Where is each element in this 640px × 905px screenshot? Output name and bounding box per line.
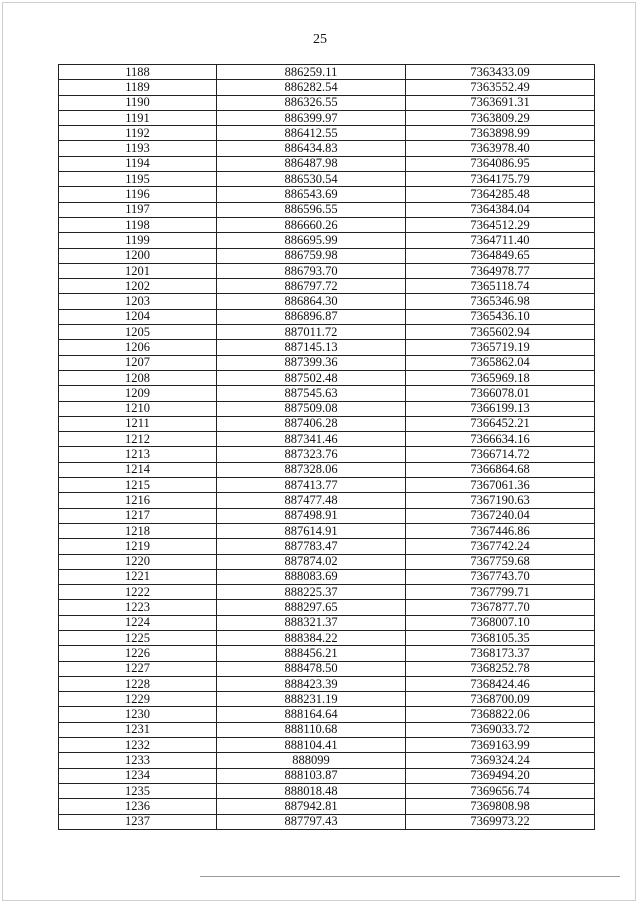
x-coordinate-cell: 888478.50 xyxy=(217,661,406,676)
x-coordinate-cell: 886543.69 xyxy=(217,187,406,202)
y-coordinate-cell: 7365969.18 xyxy=(406,370,595,385)
x-coordinate-cell: 888083.69 xyxy=(217,569,406,584)
y-coordinate-cell: 7369163.99 xyxy=(406,738,595,753)
table-row xyxy=(59,95,595,110)
x-coordinate-cell: 888456.21 xyxy=(217,646,406,661)
table-row xyxy=(59,233,595,248)
table-row xyxy=(59,325,595,340)
y-coordinate-cell: 7364711.40 xyxy=(406,233,595,248)
point-number-cell: 1216 xyxy=(59,493,217,508)
y-coordinate-cell: 7367743.70 xyxy=(406,569,595,584)
x-coordinate-cell: 886596.55 xyxy=(217,202,406,217)
y-coordinate-cell: 7367799.71 xyxy=(406,585,595,600)
point-number-cell: 1214 xyxy=(59,462,217,477)
table-row xyxy=(59,202,595,217)
point-number-cell: 1201 xyxy=(59,263,217,278)
x-coordinate-cell: 886695.99 xyxy=(217,233,406,248)
y-coordinate-cell: 7367446.86 xyxy=(406,523,595,538)
x-coordinate-cell: 886259.11 xyxy=(217,65,406,80)
x-coordinate-cell: 887545.63 xyxy=(217,386,406,401)
point-number-cell: 1217 xyxy=(59,508,217,523)
y-coordinate-cell: 7367061.36 xyxy=(406,478,595,493)
y-coordinate-cell: 7364384.04 xyxy=(406,202,595,217)
table-row xyxy=(59,539,595,554)
x-coordinate-cell: 886412.55 xyxy=(217,126,406,141)
point-number-cell: 1210 xyxy=(59,401,217,416)
table-row xyxy=(59,263,595,278)
point-number-cell: 1220 xyxy=(59,554,217,569)
x-coordinate-cell: 888104.41 xyxy=(217,738,406,753)
table-row xyxy=(59,462,595,477)
point-number-cell: 1196 xyxy=(59,187,217,202)
x-coordinate-cell: 888423.39 xyxy=(217,676,406,691)
y-coordinate-cell: 7363809.29 xyxy=(406,110,595,125)
point-number-cell: 1231 xyxy=(59,722,217,737)
x-coordinate-cell: 888018.48 xyxy=(217,783,406,798)
table-row xyxy=(59,738,595,753)
y-coordinate-cell: 7366199.13 xyxy=(406,401,595,416)
table-row xyxy=(59,814,595,829)
y-coordinate-cell: 7366714.72 xyxy=(406,447,595,462)
x-coordinate-cell: 887874.02 xyxy=(217,554,406,569)
x-coordinate-cell: 887509.08 xyxy=(217,401,406,416)
y-coordinate-cell: 7368173.37 xyxy=(406,646,595,661)
table-row xyxy=(59,753,595,768)
point-number-cell: 1205 xyxy=(59,325,217,340)
y-coordinate-cell: 7369494.20 xyxy=(406,768,595,783)
x-coordinate-cell: 887502.48 xyxy=(217,370,406,385)
point-number-cell: 1198 xyxy=(59,217,217,232)
x-coordinate-cell: 886530.54 xyxy=(217,172,406,187)
x-coordinate-cell: 887145.13 xyxy=(217,340,406,355)
y-coordinate-cell: 7364849.65 xyxy=(406,248,595,263)
x-coordinate-cell: 887942.81 xyxy=(217,799,406,814)
x-coordinate-cell: 888231.19 xyxy=(217,692,406,707)
point-number-cell: 1188 xyxy=(59,65,217,80)
table-row xyxy=(59,432,595,447)
table-row xyxy=(59,493,595,508)
y-coordinate-cell: 7363691.31 xyxy=(406,95,595,110)
point-number-cell: 1225 xyxy=(59,630,217,645)
point-number-cell: 1218 xyxy=(59,523,217,538)
table-row xyxy=(59,523,595,538)
y-coordinate-cell: 7367877.70 xyxy=(406,600,595,615)
point-number-cell: 1207 xyxy=(59,355,217,370)
x-coordinate-cell: 888225.37 xyxy=(217,585,406,600)
point-number-cell: 1197 xyxy=(59,202,217,217)
x-coordinate-cell: 887413.77 xyxy=(217,478,406,493)
x-coordinate-cell: 888384.22 xyxy=(217,630,406,645)
table-row xyxy=(59,416,595,431)
table-row xyxy=(59,447,595,462)
table-row xyxy=(59,370,595,385)
point-number-cell: 1226 xyxy=(59,646,217,661)
x-coordinate-cell: 888297.65 xyxy=(217,600,406,615)
point-number-cell: 1211 xyxy=(59,416,217,431)
y-coordinate-cell: 7363433.09 xyxy=(406,65,595,80)
point-number-cell: 1229 xyxy=(59,692,217,707)
y-coordinate-cell: 7368252.78 xyxy=(406,661,595,676)
x-coordinate-cell: 887783.47 xyxy=(217,539,406,554)
point-number-cell: 1221 xyxy=(59,569,217,584)
y-coordinate-cell: 7367759.68 xyxy=(406,554,595,569)
y-coordinate-cell: 7365346.98 xyxy=(406,294,595,309)
y-coordinate-cell: 7364285.48 xyxy=(406,187,595,202)
table-row xyxy=(59,172,595,187)
table-row xyxy=(59,279,595,294)
y-coordinate-cell: 7364086.95 xyxy=(406,156,595,171)
page-number: 25 xyxy=(313,32,327,47)
y-coordinate-cell: 7366634.16 xyxy=(406,432,595,447)
point-number-cell: 1204 xyxy=(59,309,217,324)
y-coordinate-cell: 7365602.94 xyxy=(406,325,595,340)
table-row xyxy=(59,294,595,309)
x-coordinate-cell: 886759.98 xyxy=(217,248,406,263)
x-coordinate-cell: 886399.97 xyxy=(217,110,406,125)
table-row xyxy=(59,722,595,737)
x-coordinate-cell: 888110.68 xyxy=(217,722,406,737)
point-number-cell: 1202 xyxy=(59,279,217,294)
x-coordinate-cell: 886797.72 xyxy=(217,279,406,294)
point-number-cell: 1194 xyxy=(59,156,217,171)
table-row xyxy=(59,156,595,171)
x-coordinate-cell: 886793.70 xyxy=(217,263,406,278)
point-number-cell: 1230 xyxy=(59,707,217,722)
table-row xyxy=(59,217,595,232)
table-row xyxy=(59,141,595,156)
y-coordinate-cell: 7366864.68 xyxy=(406,462,595,477)
y-coordinate-cell: 7369973.22 xyxy=(406,814,595,829)
x-coordinate-cell: 886434.83 xyxy=(217,141,406,156)
point-number-cell: 1212 xyxy=(59,432,217,447)
point-number-cell: 1213 xyxy=(59,447,217,462)
y-coordinate-cell: 7368105.35 xyxy=(406,630,595,645)
x-coordinate-cell: 886896.87 xyxy=(217,309,406,324)
y-coordinate-cell: 7363978.40 xyxy=(406,141,595,156)
point-number-cell: 1215 xyxy=(59,478,217,493)
x-coordinate-cell: 886487.98 xyxy=(217,156,406,171)
table-row xyxy=(59,799,595,814)
y-coordinate-cell: 7365862.04 xyxy=(406,355,595,370)
x-coordinate-cell: 888164.64 xyxy=(217,707,406,722)
y-coordinate-cell: 7367240.04 xyxy=(406,508,595,523)
table-row xyxy=(59,309,595,324)
point-number-cell: 1222 xyxy=(59,585,217,600)
point-number-cell: 1228 xyxy=(59,676,217,691)
y-coordinate-cell: 7369033.72 xyxy=(406,722,595,737)
point-number-cell: 1232 xyxy=(59,738,217,753)
table-row xyxy=(59,355,595,370)
y-coordinate-cell: 7365436.10 xyxy=(406,309,595,324)
point-number-cell: 1219 xyxy=(59,539,217,554)
point-number-cell: 1234 xyxy=(59,768,217,783)
point-number-cell: 1195 xyxy=(59,172,217,187)
table-row xyxy=(59,676,595,691)
x-coordinate-cell: 886864.30 xyxy=(217,294,406,309)
y-coordinate-cell: 7369808.98 xyxy=(406,799,595,814)
table-row xyxy=(59,554,595,569)
y-coordinate-cell: 7364512.29 xyxy=(406,217,595,232)
x-coordinate-cell: 887797.43 xyxy=(217,814,406,829)
table-row xyxy=(59,569,595,584)
point-number-cell: 1227 xyxy=(59,661,217,676)
point-number-cell: 1199 xyxy=(59,233,217,248)
y-coordinate-cell: 7366452.21 xyxy=(406,416,595,431)
x-coordinate-cell: 887341.46 xyxy=(217,432,406,447)
x-coordinate-cell: 887614.91 xyxy=(217,523,406,538)
x-coordinate-cell: 887328.06 xyxy=(217,462,406,477)
point-number-cell: 1200 xyxy=(59,248,217,263)
table-row xyxy=(59,478,595,493)
point-number-cell: 1193 xyxy=(59,141,217,156)
y-coordinate-cell: 7363898.99 xyxy=(406,126,595,141)
y-coordinate-cell: 7368424.46 xyxy=(406,676,595,691)
table-body xyxy=(59,65,595,830)
y-coordinate-cell: 7368700.09 xyxy=(406,692,595,707)
y-coordinate-cell: 7366078.01 xyxy=(406,386,595,401)
point-number-cell: 1206 xyxy=(59,340,217,355)
table-row xyxy=(59,187,595,202)
x-coordinate-cell: 886282.54 xyxy=(217,80,406,95)
table-row xyxy=(59,508,595,523)
table-row xyxy=(59,80,595,95)
table-row xyxy=(59,600,595,615)
y-coordinate-cell: 7364175.79 xyxy=(406,172,595,187)
y-coordinate-cell: 7367190.63 xyxy=(406,493,595,508)
table-row xyxy=(59,110,595,125)
y-coordinate-cell: 7364978.77 xyxy=(406,263,595,278)
x-coordinate-cell: 887323.76 xyxy=(217,447,406,462)
point-number-cell: 1191 xyxy=(59,110,217,125)
table-row xyxy=(59,248,595,263)
point-number-cell: 1224 xyxy=(59,615,217,630)
point-number-cell: 1237 xyxy=(59,814,217,829)
y-coordinate-cell: 7369656.74 xyxy=(406,783,595,798)
point-number-cell: 1223 xyxy=(59,600,217,615)
point-number-cell: 1235 xyxy=(59,783,217,798)
point-number-cell: 1209 xyxy=(59,386,217,401)
y-coordinate-cell: 7367742.24 xyxy=(406,539,595,554)
footer-rule xyxy=(200,876,620,877)
y-coordinate-cell: 7368822.06 xyxy=(406,707,595,722)
point-number-cell: 1189 xyxy=(59,80,217,95)
table-row xyxy=(59,585,595,600)
table-row xyxy=(59,783,595,798)
x-coordinate-cell: 888099 xyxy=(217,753,406,768)
table-row xyxy=(59,692,595,707)
table-row xyxy=(59,707,595,722)
y-coordinate-cell: 7369324.24 xyxy=(406,753,595,768)
x-coordinate-cell: 888321.37 xyxy=(217,615,406,630)
point-number-cell: 1233 xyxy=(59,753,217,768)
coordinates-table xyxy=(58,64,595,830)
x-coordinate-cell: 887011.72 xyxy=(217,325,406,340)
table-row xyxy=(59,65,595,80)
table-row xyxy=(59,630,595,645)
y-coordinate-cell: 7368007.10 xyxy=(406,615,595,630)
point-number-cell: 1208 xyxy=(59,370,217,385)
table-row xyxy=(59,661,595,676)
x-coordinate-cell: 887498.91 xyxy=(217,508,406,523)
table-row xyxy=(59,401,595,416)
y-coordinate-cell: 7365719.19 xyxy=(406,340,595,355)
table-row xyxy=(59,340,595,355)
point-number-cell: 1203 xyxy=(59,294,217,309)
x-coordinate-cell: 887406.28 xyxy=(217,416,406,431)
x-coordinate-cell: 886326.55 xyxy=(217,95,406,110)
point-number-cell: 1190 xyxy=(59,95,217,110)
point-number-cell: 1236 xyxy=(59,799,217,814)
table-row xyxy=(59,126,595,141)
x-coordinate-cell: 888103.87 xyxy=(217,768,406,783)
y-coordinate-cell: 7365118.74 xyxy=(406,279,595,294)
table-row xyxy=(59,615,595,630)
table-row xyxy=(59,768,595,783)
y-coordinate-cell: 7363552.49 xyxy=(406,80,595,95)
x-coordinate-cell: 887477.48 xyxy=(217,493,406,508)
point-number-cell: 1192 xyxy=(59,126,217,141)
x-coordinate-cell: 886660.26 xyxy=(217,217,406,232)
table-row xyxy=(59,386,595,401)
x-coordinate-cell: 887399.36 xyxy=(217,355,406,370)
table-row xyxy=(59,646,595,661)
